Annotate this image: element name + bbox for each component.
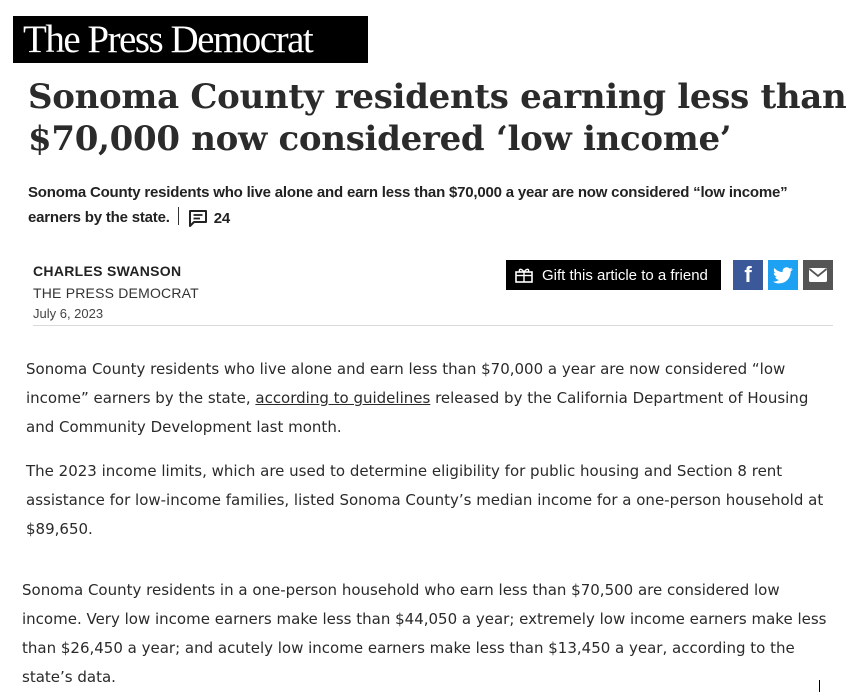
comment-count: 24 [213,209,230,227]
divider [33,325,833,326]
email-share-button[interactable] [803,260,833,290]
article-paragraph-1 [26,355,826,442]
twitter-icon [773,267,793,284]
gift-icon [515,267,533,283]
facebook-icon: f [744,262,752,287]
article-subheadline [28,180,818,231]
author-name[interactable]: CHARLES SWANSON [33,263,182,279]
comment-icon [188,209,208,227]
article-headline: Sonoma County residents earning less than $70,000 now considered ‘low income’ [28,77,847,159]
separator [178,207,179,225]
article-paragraph-3: Sonoma County residents in a one-person household who earn less than $70,500 are considered low income. Very low income earners make less than $44,050 a year; extremely low income earners make less than $26,450 a year; and acutely low income earners make less than $13,450 a year, according to the state’s data. [22,581,827,686]
byline [33,262,199,323]
paragraph-text: released by the California Department of Housing and Community Development last month. [26,389,809,436]
facebook-share-button[interactable] [733,260,763,290]
text-cursor [819,680,820,692]
comments-link[interactable] [188,206,230,231]
guidelines-link[interactable]: according to guidelines [255,389,431,407]
email-icon [808,267,828,283]
paragraph-text: Sonoma County residents who live alone and earn less than $70,000 a year are now considered “low income” earners by the state, [26,360,786,407]
twitter-share-button[interactable] [768,260,798,290]
publish-date: July 6, 2023 [33,306,104,321]
gift-article-button[interactable] [506,260,721,290]
article-paragraph-2: The 2023 income limits, which are used to determine eligibility for public housing and Section 8 rent assistance for low-income families, listed Sonoma County’s median income for a one-person household at $89,650. [26,462,824,538]
subheadline-text: Sonoma County residents who live alone and earn less than $70,000 a year are now considered “low income” earners by the state. [28,184,788,226]
author-outlet: THE PRESS DEMOCRAT [33,285,199,301]
gift-button-label: Gift this article to a friend [542,266,708,284]
site-logo[interactable]: The Press Democrat [13,16,368,63]
